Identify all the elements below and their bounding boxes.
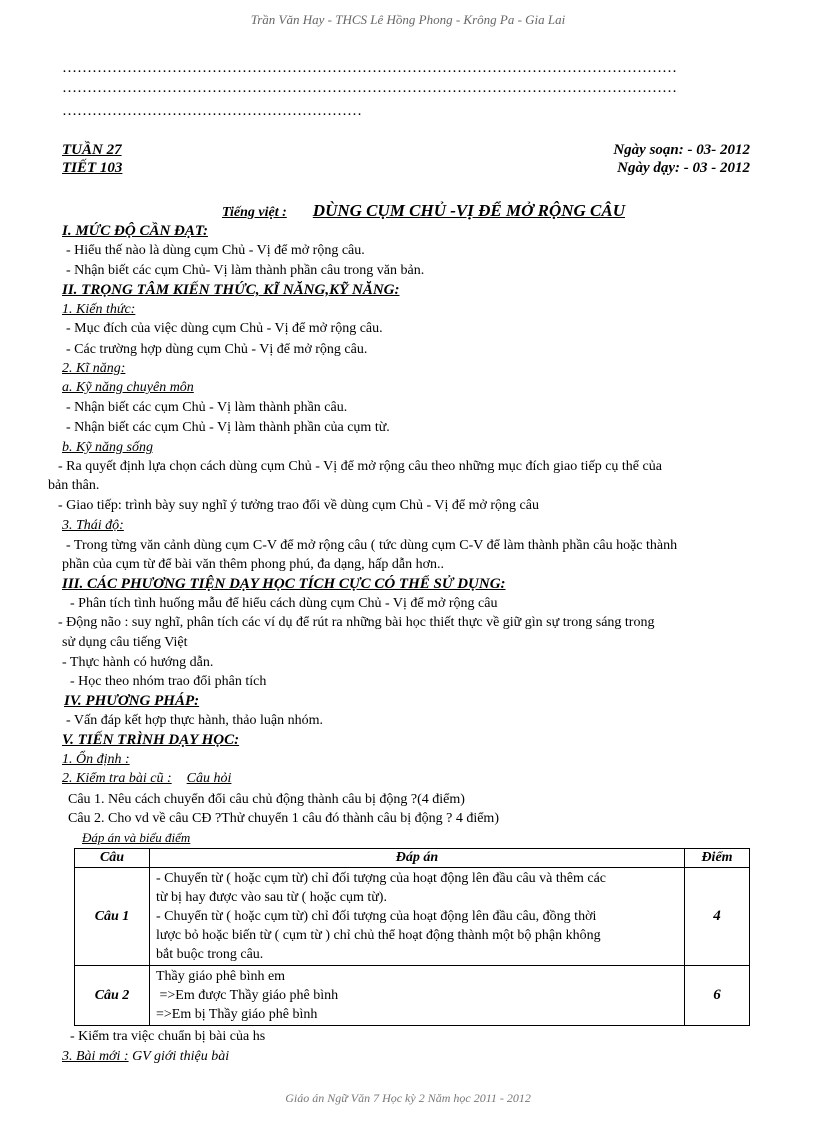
answer-line: lược bỏ hoặc biến từ ( cụm từ ) chỉ chủ thể hoạt động thành một bộ phận không xyxy=(156,928,601,943)
step-2-review xyxy=(62,770,231,788)
text-line: - Nhận biết các cụm Chủ - Vị làm thành phần của cụm từ. xyxy=(66,420,390,435)
subsection-skills-b: b. Kỹ năng sống xyxy=(62,440,153,455)
subsection-skills-a: a. Kỹ năng chuyên môn xyxy=(62,380,194,395)
text-line: sử dụng câu tiếng Việt xyxy=(62,635,188,650)
row-cau: Câu 2 xyxy=(75,966,150,1026)
table-row xyxy=(75,868,750,966)
row-dap-an xyxy=(150,966,685,1026)
question-2: Câu 2. Cho vd về câu CĐ ?Thử chuyển 1 câu đó thành câu bị động ? 4 điểm) xyxy=(68,811,499,826)
dotted-line-3: …………………………………………………… xyxy=(62,103,362,119)
answer-line: - Chuyển từ ( hoặc cụm từ) chỉ đối tượng của hoạt động lên đầu câu, đồng thời xyxy=(156,909,597,924)
section-1-heading: I. MỨC ĐỘ CẦN ĐẠT: xyxy=(62,223,208,239)
period-label: TIẾT 103 xyxy=(62,160,123,176)
text-line: - Học theo nhóm trao đổi phân tích xyxy=(70,674,267,689)
dotted-line-2: …………………………………………………………………………………………………………… xyxy=(62,80,677,96)
section-4-heading: IV. PHƯƠNG PHÁP: xyxy=(64,693,200,709)
answer-line: - Chuyển từ ( hoặc cụm từ) chỉ đối tượng của hoạt động lên đầu câu và thêm các xyxy=(156,871,607,886)
header-dap-an: Đáp án xyxy=(150,849,685,868)
row-dap-an xyxy=(150,868,685,966)
text-line: - Nhận biết các cụm Chủ - Vị làm thành phần câu. xyxy=(66,400,348,415)
step-2-questions-label: Câu hỏi xyxy=(186,771,232,786)
section-3-heading: III. CÁC PHƯƠNG TIỆN DẠY HỌC TÍCH CỰC CÓ THỂ SỬ DỤNG: xyxy=(62,576,506,592)
text-line: - Giao tiếp: trình bày suy nghĩ ý tưởng trao đổi về dùng cụm Chủ - Vị để mở rộng câu xyxy=(58,498,539,513)
step-2-label: 2. Kiểm tra bài cũ : xyxy=(62,771,172,786)
text-line: - Nhận biết các cụm Chủ- Vị làm thành phần câu trong văn bản. xyxy=(66,263,425,278)
dotted-line-1: …………………………………………………………………………………………………………… xyxy=(62,60,677,76)
title-text: DÙNG CỤM CHỦ -VỊ ĐỂ MỞ RỘNG CÂU xyxy=(312,201,625,220)
answer-line: bắt buộc trong câu. xyxy=(156,947,264,962)
text-line: - Thực hành có hướng dẫn. xyxy=(62,655,214,670)
text-line: - Các trường hợp dùng cụm Chủ - Vị để mở rộng câu. xyxy=(66,342,368,357)
text-line: phần của cụm từ để bài văn thêm phong phú, đa dạng, hấp dẫn hơn.. xyxy=(62,557,445,572)
prep-date: Ngày soạn: - 03- 2012 xyxy=(613,142,750,158)
text-line: - Trong từng văn cảnh dùng cụm C-V để mở rộng câu ( tức dùng cụm C-V để làm thành phần câu hoặc thành xyxy=(66,538,678,553)
question-1: Câu 1. Nêu cách chuyển đổi câu chủ động thành câu bị động ?(4 điểm) xyxy=(68,792,465,807)
subsection-knowledge: 1. Kiến thức: xyxy=(62,302,136,317)
text-line: bản thân. xyxy=(48,478,100,493)
subsection-skills: 2. Kĩ năng: xyxy=(62,361,126,376)
row-diem: 6 xyxy=(685,966,750,1026)
answer-line: =>Em được Thầy giáo phê bình xyxy=(156,988,339,1003)
text-line: - Phân tích tình huống mẫu để hiểu cách dùng cụm Chủ - Vị để mở rộng câu xyxy=(70,596,498,611)
step-3-label: 3. Bài mới : xyxy=(62,1049,129,1064)
week-label: TUẦN 27 xyxy=(62,142,122,158)
page-footer: Giáo án Ngữ Văn 7 Học kỳ 2 Năm học 2011 - 2012 xyxy=(285,1091,531,1105)
section-2-heading: II. TRỌNG TÂM KIẾN THỨC, KĨ NĂNG,KỸ NĂNG: xyxy=(62,282,400,298)
text-line: - Kiểm tra việc chuẩn bị bài của hs xyxy=(70,1029,266,1044)
row-cau: Câu 1 xyxy=(75,868,150,966)
table-row xyxy=(75,966,750,1026)
title-label: Tiếng việt : xyxy=(222,205,287,220)
answer-line: Thầy giáo phê bình em xyxy=(156,969,286,984)
answer-line: từ bị hay được vào sau từ ( hoặc cụm từ). xyxy=(156,890,387,905)
text-line: - Mục đích của việc dùng cụm Chủ - Vị để mở rộng câu. xyxy=(66,321,383,336)
step-3-new-lesson xyxy=(62,1048,229,1066)
text-line: - Hiểu thế nào là dùng cụm Chủ - Vị để mở rộng câu. xyxy=(66,243,365,258)
page-header: Trần Văn Hay - THCS Lê Hồng Phong - Krông Pa - Gia Lai xyxy=(250,12,566,27)
answer-line: =>Em bị Thầy giáo phê bình xyxy=(156,1007,318,1022)
text-line: - Vấn đáp kết hợp thực hành, thảo luận nhóm. xyxy=(66,713,323,728)
section-5-heading: V. TIẾN TRÌNH DẠY HỌC: xyxy=(62,732,240,748)
table-header-row xyxy=(75,849,750,868)
answer-key-label: Đáp án và biểu điểm xyxy=(82,830,191,845)
lesson-title xyxy=(222,201,625,221)
header-cau: Câu xyxy=(75,849,150,868)
answer-table xyxy=(74,848,750,1026)
text-line: - Ra quyết định lựa chọn cách dùng cụm Chủ - Vị để mở rộng câu theo những mục đích giao tiếp cụ thể của xyxy=(58,459,662,474)
text-line: - Động não : suy nghĩ, phân tích các ví dụ để rút ra những bài học thiết thực về giữ gìn sự trong sáng trong xyxy=(58,615,655,630)
step-3-text: GV giới thiệu bài xyxy=(132,1049,230,1064)
step-1-stabilize: 1. Ổn định : xyxy=(62,752,130,767)
subsection-attitude: 3. Thái độ: xyxy=(62,518,124,533)
row-diem: 4 xyxy=(685,868,750,966)
teach-date: Ngày dạy: - 03 - 2012 xyxy=(617,160,750,176)
header-diem: Điểm xyxy=(685,849,750,868)
